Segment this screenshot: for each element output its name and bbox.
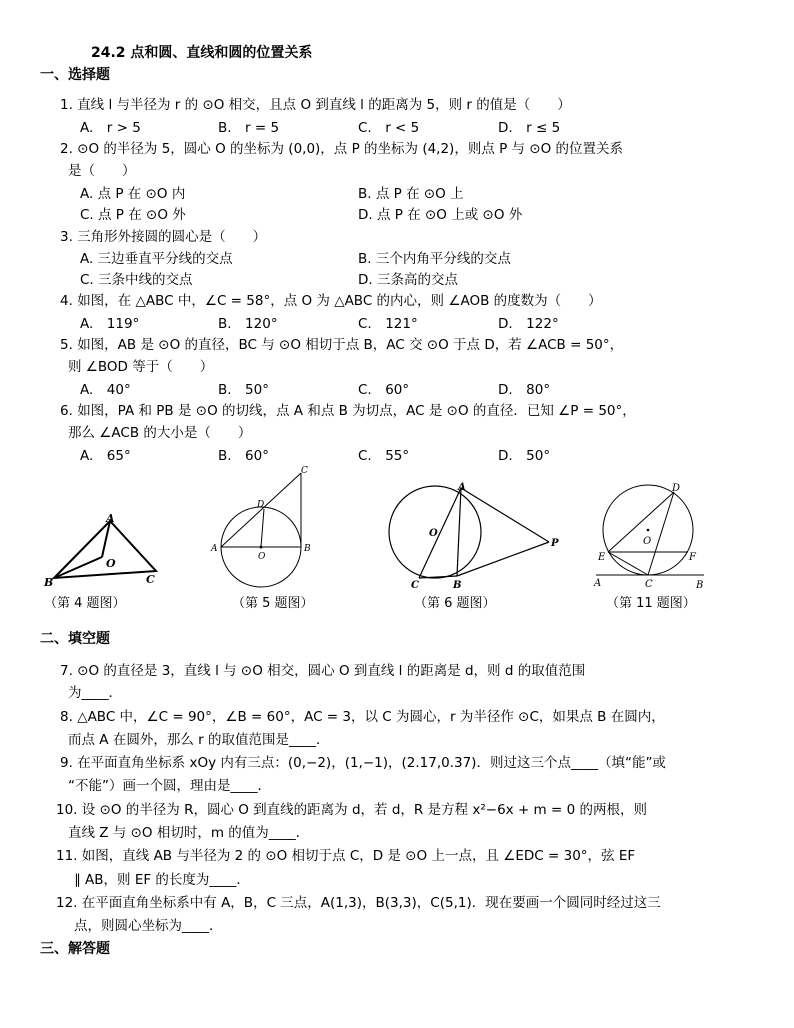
- label-p: P: [551, 538, 559, 549]
- question-number: 6.: [60, 403, 73, 419]
- option-a: A. r > 5: [80, 120, 141, 136]
- question-text: 设 ⊙O 的半径为 R，圆心 O 到直线的距离为 d，若 d，R 是方程 x²−6x + m = 0 的两根，则: [81, 802, 647, 818]
- question-1: [60, 96, 571, 114]
- figure-5: [205, 465, 325, 590]
- question-text-cont: ∥ AB，则 EF 的长度为____．: [74, 872, 250, 888]
- question-number: 4.: [60, 293, 73, 309]
- option-a: A. 三边垂直平分线的交点: [80, 251, 233, 267]
- question-text-cont: 为____．: [68, 685, 122, 701]
- question-text: 如图，直线 AB 与半径为 2 的 ⊙O 相切于点 C，D 是 ⊙O 上一点，且 ∠EDC = 30°，弦 EF: [81, 848, 636, 864]
- option-d: D. 122°: [498, 316, 559, 332]
- question-number: 11.: [56, 848, 78, 864]
- section-heading-choice: 一、选择题: [40, 67, 110, 83]
- question-text-cont: “不能”）画一个圆，理由是____．: [68, 778, 271, 794]
- question-text: 三角形外接圆的圆心是（ ）: [77, 229, 267, 245]
- label-b: B: [44, 576, 54, 589]
- option-b: B. 120°: [218, 316, 278, 332]
- figure-11-caption: （第 11 题图）: [606, 596, 696, 611]
- label-b: B: [453, 580, 462, 590]
- question-number: 12.: [56, 895, 78, 911]
- question-number: 2.: [60, 141, 73, 157]
- label-e: E: [598, 552, 606, 563]
- label-f: F: [689, 552, 696, 563]
- question-text: 如图，AB 是 ⊙O 的直径，BC 与 ⊙O 相切于点 B，AC 交 ⊙O 于点 D，若 ∠ACB = 50°，: [77, 337, 624, 353]
- question-7: [60, 662, 585, 680]
- label-o: O: [258, 552, 266, 562]
- section-heading-answer: 三、解答题: [40, 941, 110, 957]
- section-heading-fill: 二、填空题: [40, 631, 110, 647]
- option-b: B. 60°: [218, 448, 269, 464]
- question-text: 如图，PA 和 PB 是 ⊙O 的切线，点 A 和点 B 为切点，AC 是 ⊙O 的直径．已知 ∠P = 50°，: [77, 403, 636, 419]
- option-a: A. 40°: [80, 382, 131, 398]
- figure-4-caption: （第 4 题图）: [44, 596, 126, 611]
- label-a: A: [458, 482, 466, 493]
- option-b: B. r = 5: [218, 120, 280, 136]
- option-a: A. 65°: [80, 448, 131, 464]
- option-d: D. 80°: [498, 382, 551, 398]
- question-6: [60, 402, 636, 420]
- question-number: 10.: [56, 802, 78, 818]
- figure-4: [40, 505, 170, 590]
- figure-5-caption: （第 5 题图）: [232, 596, 314, 611]
- option-d: D. 50°: [498, 448, 551, 464]
- question-text: ⊙O 的直径是 3，直线 l 与 ⊙O 相交，圆心 O 到直线 l 的距离是 d，则 d 的取值范围: [77, 663, 586, 679]
- question-number: 9.: [60, 755, 73, 771]
- question-text-cont: 而点 A 在圆外，那么 r 的取值范围是____．: [68, 732, 330, 748]
- option-c: C. 三条中线的交点: [80, 272, 193, 288]
- option-b: B. 三个内角平分线的交点: [358, 251, 511, 267]
- option-a: A. 119°: [80, 316, 140, 332]
- question-text-cont: 直线 Z 与 ⊙O 相切时，m 的值为____．: [68, 825, 310, 841]
- page-title: 24.2 点和圆、直线和圆的位置关系: [91, 45, 313, 61]
- option-c: C. 121°: [358, 316, 418, 332]
- question-number: 5.: [60, 337, 73, 353]
- question-text: 在平面直角坐标系 xOy 内有三点：(0,−2)，(1,−1)，(2.17,0.37)．则过这三个点____（填“能”或: [77, 755, 666, 771]
- option-d: D. 点 P 在 ⊙O 上或 ⊙O 外: [358, 207, 523, 223]
- option-c: C. r < 5: [358, 120, 420, 136]
- question-number: 8.: [60, 709, 73, 725]
- label-o: O: [429, 528, 438, 539]
- question-number: 3.: [60, 229, 73, 245]
- question-text: ⊙O 的半径为 5，圆心 O 的坐标为 (0,0)，点 P 的坐标为 (4,2)，则点 P 与 ⊙O 的位置关系: [77, 141, 624, 157]
- option-c: C. 55°: [358, 448, 410, 464]
- question-text-cont: 是（ ）: [68, 163, 136, 179]
- question-text-cont: 则 ∠BOD 等于（ ）: [68, 359, 214, 375]
- question-3: [60, 228, 266, 246]
- label-c: C: [411, 580, 419, 590]
- question-5: [60, 336, 623, 354]
- label-d: D: [672, 483, 681, 494]
- question-text: 如图，在 △ABC 中，∠C = 58°，点 O 为 △ABC 的内心，则 ∠AOB 的度数为（ ）: [77, 293, 602, 309]
- question-text: △ABC 中，∠C = 90°，∠B = 60°，AC = 3，以 C 为圆心，r 为半径作 ⊙C，如果点 B 在圆内，: [77, 709, 665, 725]
- question-text: 在平面直角坐标系中有 A，B，C 三点，A(1,3)，B(3,3)，C(5,1)．现在要画一个圆同时经过这三: [81, 895, 661, 911]
- label-a: A: [211, 544, 218, 554]
- option-b: B. 点 P 在 ⊙O 上: [358, 186, 464, 202]
- question-number: 7.: [60, 663, 73, 679]
- question-text-cont: 那么 ∠ACB 的大小是（ ）: [68, 425, 252, 441]
- label-b: B: [696, 580, 704, 591]
- option-c: C. 60°: [358, 382, 410, 398]
- question-10: [56, 801, 647, 819]
- label-o: O: [643, 536, 652, 547]
- option-c: C. 点 P 在 ⊙O 外: [80, 207, 186, 223]
- figure-6-caption: （第 6 题图）: [414, 596, 496, 611]
- label-c: C: [146, 573, 155, 586]
- question-11: [56, 847, 635, 865]
- label-a: A: [106, 512, 115, 525]
- option-b: B. 50°: [218, 382, 269, 398]
- question-9: [60, 754, 666, 772]
- figure-6: [385, 480, 565, 590]
- question-text-cont: 点，则圆心坐标为____．: [74, 918, 223, 934]
- label-b: B: [304, 544, 311, 554]
- question-12: [56, 894, 661, 912]
- question-4: [60, 292, 602, 310]
- label-c: C: [301, 466, 308, 476]
- option-a: A. 点 P 在 ⊙O 内: [80, 186, 186, 202]
- question-number: 1.: [60, 97, 73, 113]
- option-d: D. 三条高的交点: [358, 272, 458, 288]
- label-o: O: [106, 557, 116, 570]
- figure-11: [590, 482, 710, 592]
- label-c: C: [645, 579, 653, 590]
- option-d: D. r ≤ 5: [498, 120, 561, 136]
- label-d: D: [257, 500, 265, 510]
- question-8: [60, 708, 665, 726]
- label-a: A: [594, 578, 602, 589]
- question-text: 直线 l 与半径为 r 的 ⊙O 相交，且点 O 到直线 l 的距离为 5，则 r 的值是（ ）: [77, 97, 571, 113]
- question-2: [60, 140, 623, 158]
